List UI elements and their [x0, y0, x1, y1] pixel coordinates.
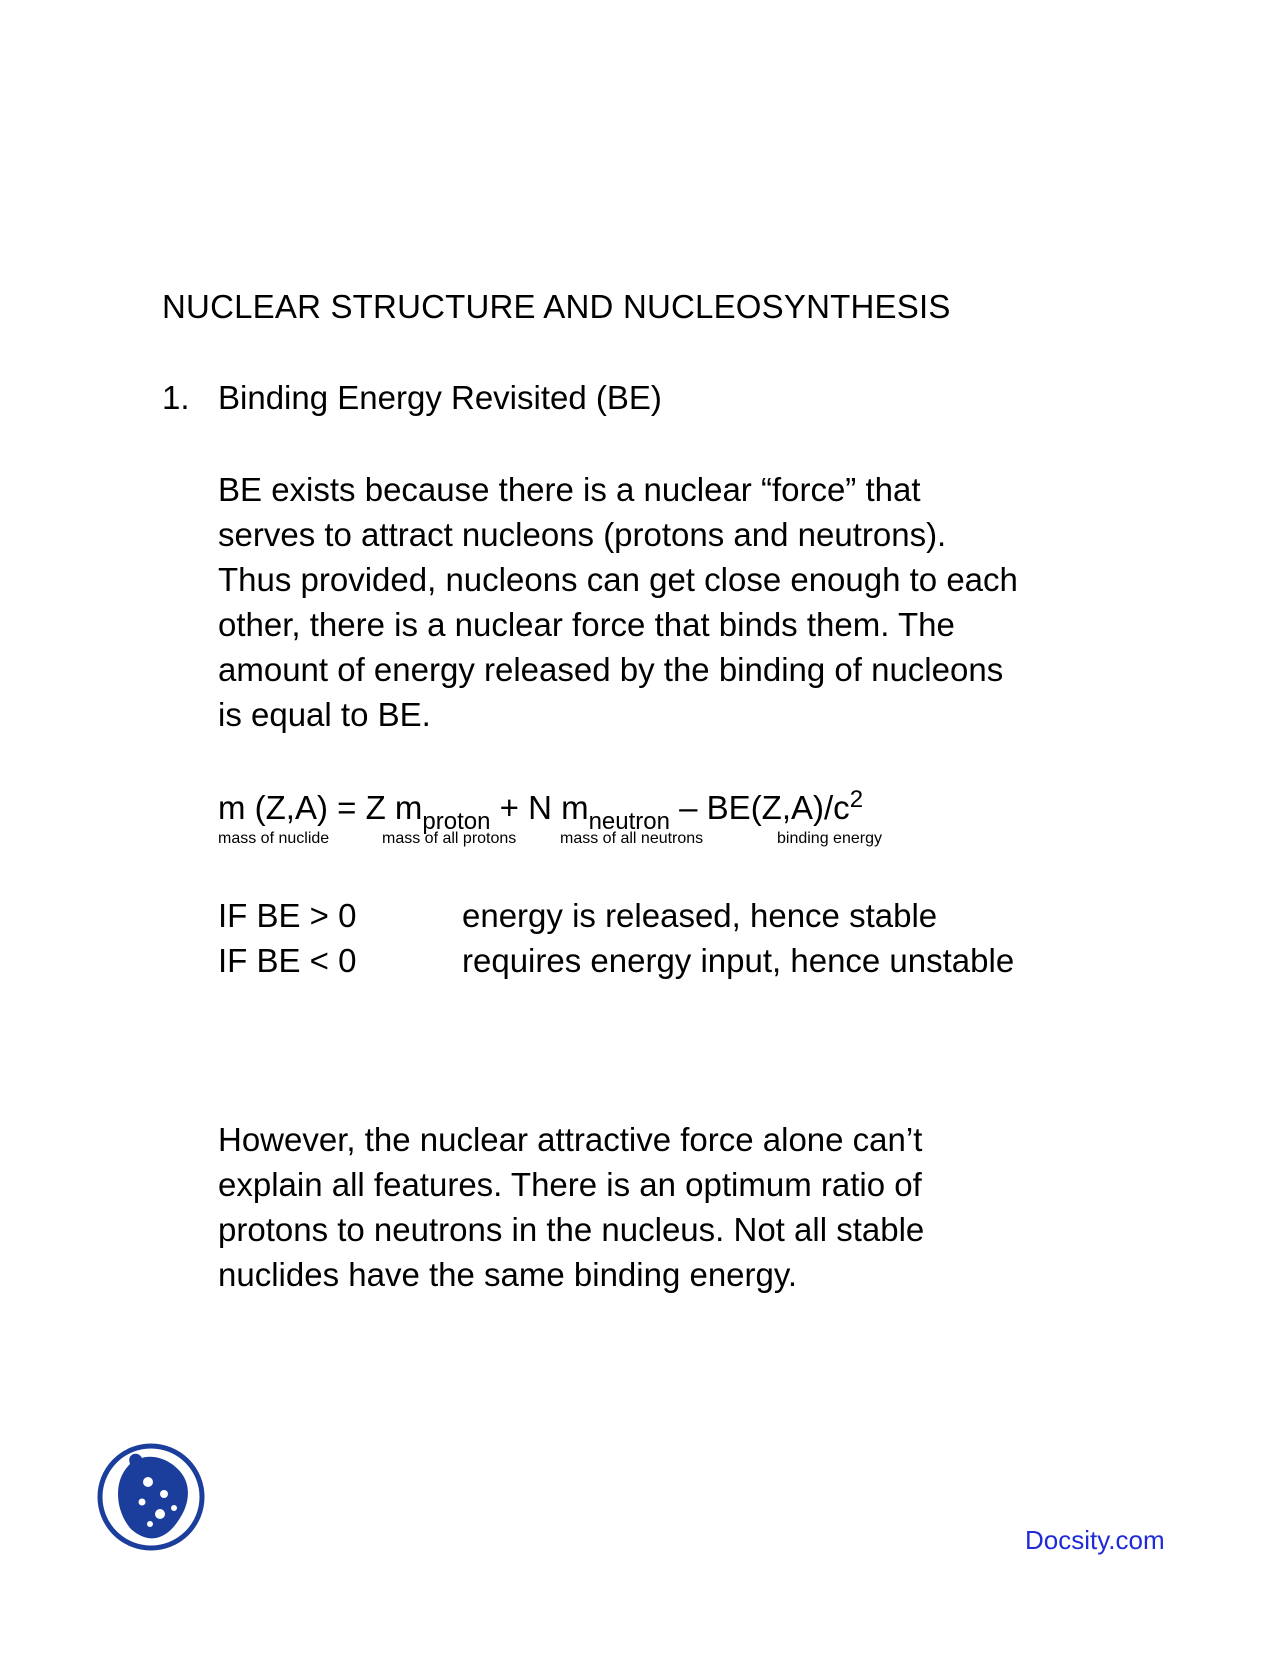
- condition-negative: IF BE < 0: [218, 942, 357, 979]
- paragraph-line: is equal to BE.: [218, 696, 431, 733]
- formula-lhs: m (Z,A) = Z m: [218, 789, 423, 826]
- paragraph-line: nuclides have the same binding energy.: [218, 1256, 798, 1293]
- paragraph-binding-energy: [218, 467, 1018, 737]
- paragraph-line: amount of energy released by the binding of nucleons: [218, 651, 1004, 688]
- paragraph-line: BE exists because there is a nuclear “force” that: [218, 471, 921, 508]
- paragraph-line: Thus provided, nucleons can get close enough to each: [218, 561, 1018, 598]
- section-heading: Binding Energy Revisited (BE): [218, 379, 662, 416]
- annotation-binding: binding energy: [777, 830, 882, 847]
- paragraph-line: explain all features. There is an optimum ratio of: [218, 1166, 922, 1203]
- formula-mid: + N m: [490, 789, 589, 826]
- formula-sup: 2: [849, 786, 864, 813]
- docsity-link[interactable]: Docsity.com: [1025, 1525, 1165, 1555]
- annotation-nuclide: mass of nuclide: [218, 830, 330, 847]
- annotation-neutrons: mass of all neutrons: [560, 830, 704, 847]
- docsity-logo-icon: [96, 1442, 206, 1552]
- formula-rhs: – BE(Z,A)/c: [669, 789, 850, 826]
- result-positive: energy is released, hence stable: [462, 897, 938, 934]
- formula-sub-neutron: neutron: [588, 808, 670, 835]
- paragraph-line: However, the nuclear attractive force alone can’t: [218, 1121, 923, 1158]
- paragraph-line: serves to attract nucleons (protons and neutrons).: [218, 516, 947, 553]
- paragraph-optimum-ratio: [218, 1117, 924, 1297]
- paragraph-line: other, there is a nuclear force that binds them. The: [218, 606, 955, 643]
- condition-positive: IF BE > 0: [218, 897, 357, 934]
- annotation-protons: mass of all protons: [382, 830, 517, 847]
- result-negative: requires energy input, hence unstable: [462, 942, 1015, 979]
- formula-sub-proton: proton: [422, 808, 491, 835]
- section-number: 1.: [162, 379, 190, 416]
- document-title: NUCLEAR STRUCTURE AND NUCLEOSYNTHESIS: [162, 288, 951, 325]
- mass-formula: [218, 786, 863, 836]
- paragraph-line: protons to neutrons in the nucleus. Not all stable: [218, 1211, 925, 1248]
